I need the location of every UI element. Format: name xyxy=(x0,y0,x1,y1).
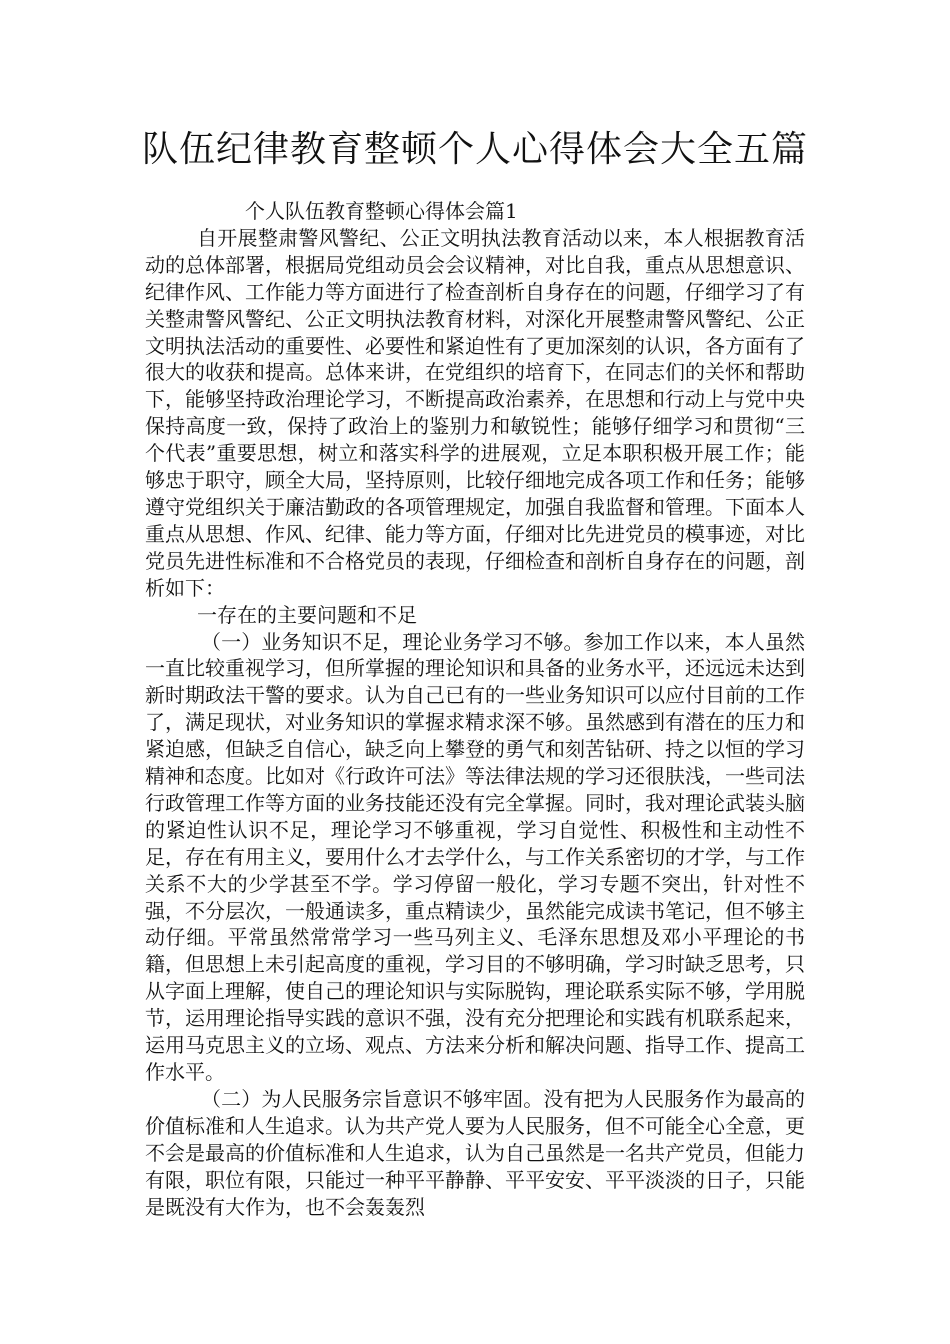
paragraph-section-2: （二）为人民服务宗旨意识不够牢固。没有把为人民服务作为最高的价值标准和人生追求。认为共产党人要为人民服务，但不可能全心全意，更不会是最高的价值标准和人生追求，认为自己虽然是一名共产党员，但能力有限，职位有限，只能过一种平平静静、平平安安、平平淡淡的日子，只能是既没有大作为，也不会轰轰烈 xyxy=(145,1086,805,1219)
paragraph-heading-problems: 一存在的主要问题和不足 xyxy=(197,602,417,627)
section-subtitle: 个人队伍教育整顿心得体会篇1 xyxy=(245,199,518,223)
document-title: 队伍纪律教育整顿个人心得体会大全五篇 xyxy=(141,129,808,170)
paragraph-section-1: （一）业务知识不足，理论业务学习不够。参加工作以来，本人虽然一直比较重视学习，但所掌握的理论知识和具备的业务水平，还远远未达到新时期政法干警的要求。认为自己已有的一些业务知识可以应付目前的工作了，满足现状，对业务知识的掌握求精求深不够。虽然感到有潜在的压力和紧迫感，但缺乏自信心，缺乏向上攀登的勇气和刻苦钻研、持之以恒的学习精神和态度。比如对《行政许可法》等法律法规的学习还很肤浅，一些司法行政管理工作等方面的业务技能还没有完全掌握。同时，我对理论武装头脑的紧迫性认识不足，理论学习不够重视，学习自觉性、积极性和主动性不足，存在有用主义，要用什么才去学什么，与工作关系密切的才学，与工作关系不大的少学甚至不学。学习停留一般化，学习专题不突出，针对性不强，不分层次，一般通读多，重点精读少，虽然能完成读书笔记，但不够主动仔细。平常虽然常常学习一些马列主义、毛泽东思想及邓小平理论的书籍，但思想上未引起高度的重视，学习目的不够明确，学习时缺乏思考，只从字面上理解，使自己的理论知识与实际脱钩，理论联系实际不够，学用脱节，运用理论指导实践的意识不强，没有充分把理论和实践有机联系起来，运用马克思主义的立场、观点、方法来分析和解决问题、指导工作、提高工作水平。 xyxy=(145,629,805,1084)
paragraph-intro: 自开展整肃警风警纪、公正文明执法教育活动以来，本人根据教育活动的总体部署，根据局党组动员会会议精神，对比自我，重点从思想意识、纪律作风、工作能力等方面进行了检查剖析自身存在的问题，仔细学习了有关整肃警风警纪、公正文明执法教育材料，对深化开展整肃警风警纪、公正文明执法活动的重要性、必要性和紧迫性有了更加深刻的认识，各方面有了很大的收获和提高。总体来讲，在党组织的培育下，在同志们的关怀和帮助下，能够坚持政治理论学习，不断提高政治素养，在思想和行动上与党中央保持高度一致，保持了政治上的鉴别力和敏锐性；能够仔细学习和贯彻“三个代表”重要思想，树立和落实科学的进展观，立足本职积极开展工作；能够忠于职守，顾全大局，坚持原则，比较仔细地完成各项工作和任务；能够遵守党组织关于廉洁勤政的各项管理规定，加强自我监督和管理。下面本人重点从思想、作风、纪律、能力等方面，仔细对比先进党员的模事迹，对比党员先进性标准和不合格党员的表现，仔细检查和剖析自身存在的问题，剖析如下： xyxy=(145,225,805,600)
document-body xyxy=(145,198,805,1220)
